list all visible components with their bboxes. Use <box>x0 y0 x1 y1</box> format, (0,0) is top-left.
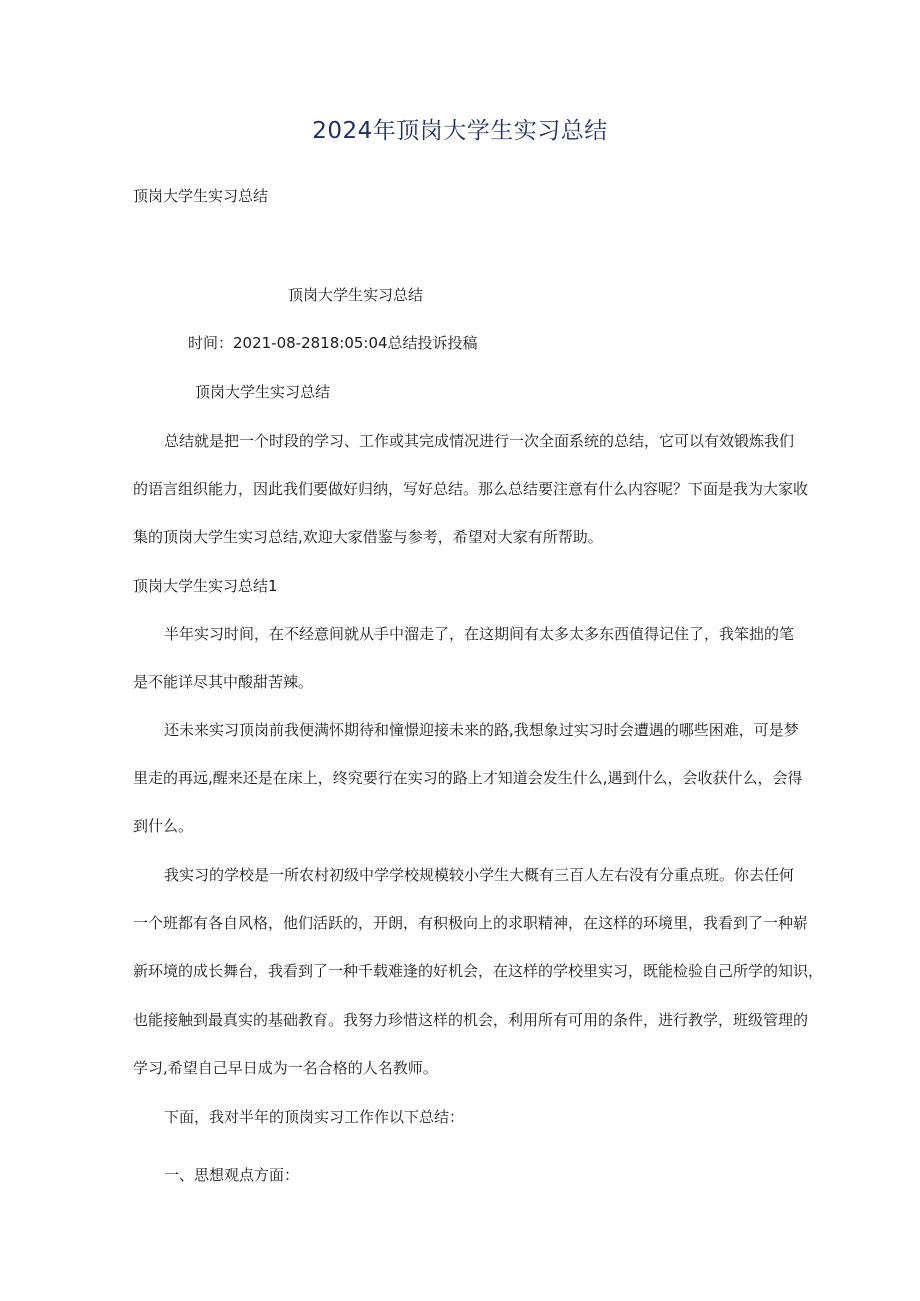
paragraph-line: 新环境的成长舞台，我看到了一种千载难逢的好机会，在这样的学校里实习，既能检验自己所学的知识， <box>133 962 824 980</box>
intro-line: 的语言组织能力，因此我们要做好归纳，写好总结。那么总结要注意有什么内容呢？下面是我为大家收 <box>133 480 809 498</box>
intro-line: 总结就是把一个时段的学习、工作或其完成情况进行一次全面系统的总结，它可以有效锻炼我们 <box>164 432 795 450</box>
paragraph-line: 是不能详尽其中酸甜苦辣。 <box>133 673 314 691</box>
section-point-heading: 一、思想观点方面： <box>164 1166 300 1184</box>
document-subtitle: 顶岗大学生实习总结 <box>133 187 269 205</box>
paragraph-line: 还未来实习顶岗前我便满怀期待和憧憬迎接未来的路,我想象过实习时会遭遇的哪些困难，可是梦 <box>164 721 799 739</box>
section-heading: 顶岗大学生实习总结1 <box>133 577 278 595</box>
article-title: 顶岗大学生实习总结 <box>288 286 424 304</box>
intro-line: 集的顶岗大学生实习总结,欢迎大家借鉴与参考，希望对大家有所帮助。 <box>133 528 603 546</box>
paragraph-line: 一个班都有各自风格，他们活跃的，开朗，有积极向上的求职精神，在这样的环境里，我看到了一种崭 <box>133 914 809 932</box>
article-meta: 时间：2021-08-2818:05:04总结投诉投稿 <box>188 334 478 352</box>
paragraph-line: 半年实习时间，在不经意间就从手中溜走了，在这期间有太多太多东西值得记住了，我笨拙的笔 <box>164 625 795 643</box>
paragraph-line: 到什么。 <box>133 817 194 835</box>
paragraph-line: 下面，我对半年的顶岗实习工作作以下总结： <box>164 1108 465 1126</box>
paragraph-line: 学习,希望自己早日成为一名合格的人名教师。 <box>133 1059 438 1077</box>
document-title: 2024年顶岗大学生实习总结 <box>312 118 608 144</box>
paragraph-line: 我实习的学校是一所农村初级中学学校规模较小学生大概有三百人左右没有分重点班。你去任何 <box>164 866 795 884</box>
paragraph-line: 里走的再远,醒来还是在床上，终究要行在实习的路上才知道会发生什么,遇到什么，会收获什么，会得 <box>133 769 803 787</box>
article-subtitle: 顶岗大学生实习总结 <box>195 383 331 401</box>
paragraph-line: 也能接触到最真实的基础教育。我努力珍惜这样的机会，利用所有可用的条件，进行教学，班级管理的 <box>133 1011 809 1029</box>
